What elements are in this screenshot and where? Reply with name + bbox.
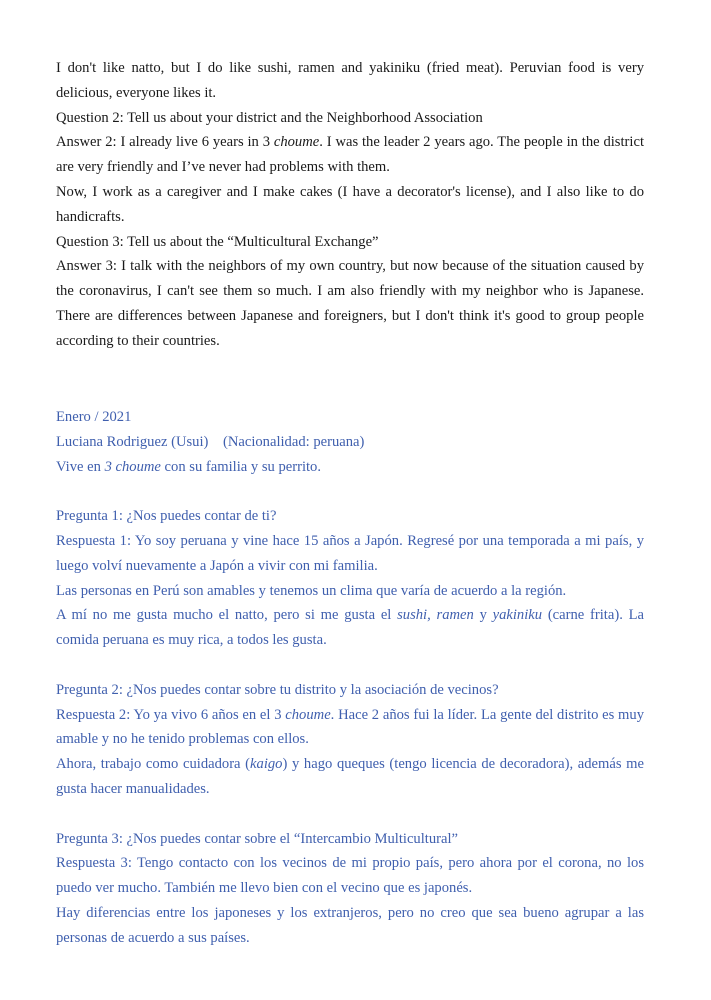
- spanish-food-italic-1: sushi, ramen: [397, 607, 474, 624]
- english-question-2: Question 2: Tell us about your district and the Neighborhood Association: [56, 109, 483, 126]
- english-answer-2: [56, 130, 644, 180]
- english-answer-2-text-end: . I was the leader 2 years ago. The people in the district are very friendly and I’ve never had problems with them.: [56, 134, 644, 176]
- spanish-name-line: Luciana Rodriguez (Usui) (Nacionalidad: peruana): [56, 433, 365, 450]
- english-section: [56, 56, 644, 354]
- document-page: [56, 56, 644, 946]
- spanish-answer-3: Respuesta 3: Tengo contacto con los vecinos de mi propio país, pero ahora por el corona, no los puedo ver mucho. También me llevo bien con el vecino que es japonés.: [56, 855, 644, 897]
- english-answer-2-italic: choume: [273, 134, 320, 151]
- english-question-3: Question 3: Tell us about the “Multicultural Exchange”: [56, 233, 379, 250]
- spanish-lives-text-end: con su familia y su perrito.: [160, 458, 321, 475]
- spanish-lives-line: [56, 455, 644, 480]
- english-answer-2-continued: Now, I work as a caregiver and I make cakes (I have a decorator's license), and I also like to do handicrafts.: [56, 183, 644, 225]
- english-answer-1-continued: I don't like natto, but I do like sushi, ramen and yakiniku (fried meat). Peruvian food is very delicious, everyone likes it.: [56, 60, 644, 101]
- spanish-answer-2-italic: choume: [285, 706, 331, 723]
- spacer: [56, 802, 644, 827]
- spanish-question-3: Pregunta 3: ¿Nos puedes contar sobre el “Intercambio Multicultural”: [56, 830, 459, 847]
- spanish-work-text-end: ) y hago queques (tengo licencia de decoradora), además me gusta hacer manualidades.: [56, 756, 644, 797]
- spanish-work-text: Ahora, trabajo como cuidadora (: [56, 756, 251, 773]
- spanish-answer-2: [56, 703, 644, 753]
- spanish-food-italic-2: yakiniku: [492, 607, 543, 624]
- spanish-answer-1-continued: Las personas en Perú son amables y tenemos un clima que varía de acuerdo a la región.: [56, 582, 567, 599]
- spacer: [56, 479, 644, 504]
- spanish-work-italic: kaigo: [250, 756, 283, 773]
- spanish-question-2: Pregunta 2: ¿Nos puedes contar sobre tu distrito y la asociación de vecinos?: [56, 681, 499, 698]
- spanish-answer-2-text-end: . Hace 2 años fui la líder. La gente del distrito es muy amable y no he tenido problemas con ellos.: [56, 706, 644, 748]
- spanish-answer-1-food: [56, 603, 644, 653]
- spanish-answer-3-continued: Hay diferencias entre los japoneses y los extranjeros, pero no creo que sea bueno agrupar a las personas de acuerdo a sus países.: [56, 904, 644, 946]
- spanish-question-1: Pregunta 1: ¿Nos puedes contar de ti?: [56, 508, 277, 525]
- spacer: [56, 653, 644, 678]
- spanish-lives-italic: 3 choume: [104, 458, 161, 475]
- spanish-lives-text: Vive en: [56, 458, 105, 475]
- spanish-answer-2-text: Respuesta 2: Yo ya vivo 6 años en el 3: [56, 706, 286, 723]
- spanish-date: Enero / 2021: [56, 409, 132, 425]
- english-answer-2-text: Answer 2: I already live 6 years in 3: [56, 134, 274, 151]
- spanish-answer-1: Respuesta 1: Yo soy peruana y vine hace 15 años a Japón. Regresé por una temporada a mi país, y luego volví nuevamente a Japón a vivir con mi familia.: [56, 532, 644, 574]
- english-answer-3: Answer 3: I talk with the neighbors of my own country, but now because of the situation caused by the coronavirus, I can't see them so much. I am also friendly with my neighbor who is Japanese. There are differences between Japanese and foreigners, but I don't think it's good to group people according to their countries.: [56, 258, 644, 349]
- spanish-food-mid: y: [473, 607, 493, 624]
- spanish-food-text-end: (carne frita). La comida peruana es muy rica, a todos les gusta.: [56, 607, 644, 649]
- spanish-food-text: A mí no me gusta mucho el natto, pero si me gusta el: [56, 607, 398, 624]
- spanish-answer-2-continued: [56, 752, 644, 802]
- spanish-section: [56, 405, 644, 951]
